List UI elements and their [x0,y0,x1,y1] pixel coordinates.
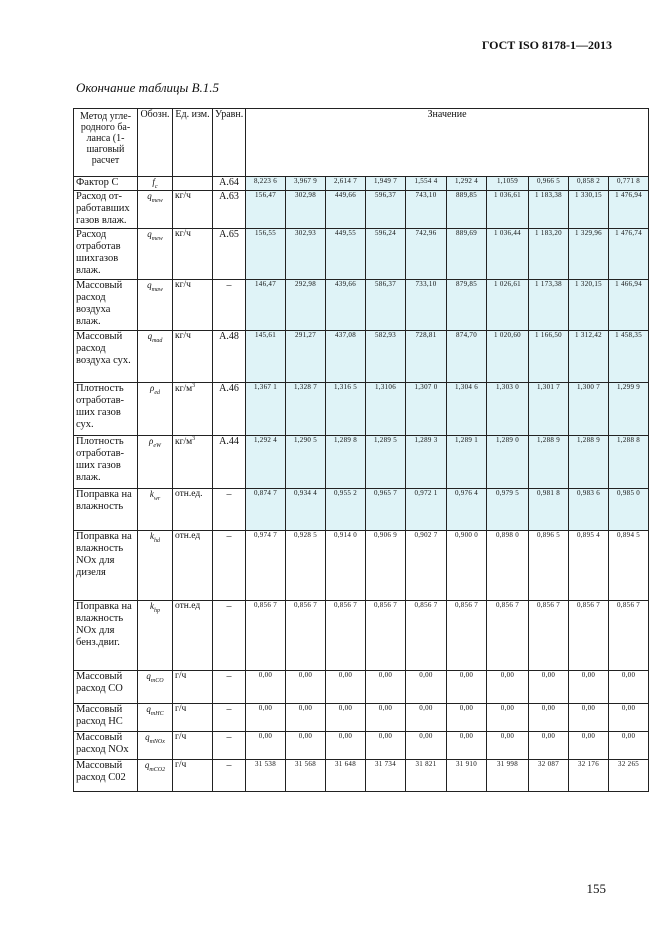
value-cell: 0,00 [609,732,649,760]
value-cell: 0,972 1 [406,489,447,531]
value-cell: 0,979 5 [487,489,529,531]
value-cell: 31 734 [366,760,406,792]
standard-header: ГОСТ ISO 8178-1—2013 [481,38,612,52]
row-equation: – [213,704,246,732]
table-row [74,383,649,436]
value-cell: 0,934 4 [286,489,326,531]
symbol-subscript: c [154,183,158,190]
row-unit [173,732,213,760]
symbol-subscript: hp [154,607,160,614]
symbol-subscript: mHC [150,710,164,717]
symbol-subscript: eW [153,442,161,449]
value-cell: 3,967 9 [286,177,326,191]
row-label: Поправка на влажность NOx для дизеля [74,531,138,601]
symbol-base: ρ [150,383,155,393]
value-cell: 1 312,42 [569,331,609,383]
value-cell: 0,928 5 [286,531,326,601]
row-equation: А.48 [213,331,246,383]
value-cell: 0,858 2 [569,177,609,191]
row-symbol [138,191,173,229]
value-cell: 437,08 [326,331,366,383]
row-symbol [138,489,173,531]
value-cell: 0,856 7 [286,601,326,671]
value-cell: 596,37 [366,191,406,229]
row-symbol [138,760,173,792]
row-unit [173,383,213,436]
symbol-base: q [147,280,152,290]
symbol-subscript: ed [154,389,160,396]
table-row [74,280,649,331]
symbol-subscript: mNOx [149,738,165,745]
value-cell: 1,328 7 [286,383,326,436]
column-header-method: Метод угле-родного ба-ланса (1-шаговый расчет [74,109,138,177]
table-row [74,601,649,671]
row-symbol [138,671,173,704]
value-cell: 0,896 5 [529,531,569,601]
value-cell: 0,00 [326,704,366,732]
symbol-subscript: mCO [150,677,164,684]
value-cell: 1,289 3 [406,436,447,489]
row-symbol [138,732,173,760]
value-cell: 0,00 [246,671,286,704]
value-cell: 0,974 7 [246,531,286,601]
value-cell: 0,856 7 [326,601,366,671]
value-cell: 742,96 [406,229,447,280]
row-equation: А.44 [213,436,246,489]
value-cell: 1,301 7 [529,383,569,436]
value-cell: 0,965 7 [366,489,406,531]
value-cell: 0,895 4 [569,531,609,601]
unit-text: кг/м [175,384,193,395]
value-cell: 0,902 7 [406,531,447,601]
value-cell: 0,976 4 [447,489,487,531]
value-cell: 1 026,61 [487,280,529,331]
value-cell: 1,303 0 [487,383,529,436]
value-cell: 0,955 2 [326,489,366,531]
value-cell: 0,771 8 [609,177,649,191]
value-cell: 586,37 [366,280,406,331]
unit-text: кг/ч [175,331,191,341]
value-cell: 1 020,60 [487,331,529,383]
value-cell: 31 568 [286,760,326,792]
value-cell: 0,00 [487,671,529,704]
value-cell: 1,316 5 [326,383,366,436]
unit-text: кг/ч [175,229,191,239]
value-cell: 0,856 7 [406,601,447,671]
row-unit [173,436,213,489]
value-cell: 1,367 1 [246,383,286,436]
value-cell: 1,300 7 [569,383,609,436]
row-symbol [138,331,173,383]
row-unit [173,704,213,732]
row-symbol [138,436,173,489]
row-equation: – [213,732,246,760]
unit-text: кг/ч [175,280,191,290]
column-header-unit: Ед. изм. [173,109,213,177]
value-cell: 0,00 [406,671,447,704]
row-unit [173,601,213,671]
table-row [74,331,649,383]
value-cell: 0,00 [406,704,447,732]
value-cell: 0,874 7 [246,489,286,531]
symbol-base: q [145,732,150,742]
value-cell: 0,00 [529,704,569,732]
symbol-subscript: mew [151,235,163,242]
table-row [74,671,649,704]
symbol-base: q [147,191,152,201]
value-cell: 1,289 8 [326,436,366,489]
value-cell: 146,47 [246,280,286,331]
row-symbol [138,280,173,331]
table-row [74,760,649,792]
value-cell: 31 821 [406,760,447,792]
unit-text: кг/м [175,437,193,448]
row-label: Массовый расход воздуха влаж. [74,280,138,331]
row-symbol [138,177,173,191]
table-row [74,489,649,531]
value-cell: 0,00 [366,671,406,704]
value-cell: 156,55 [246,229,286,280]
value-cell: 889,85 [447,191,487,229]
value-cell: 0,00 [609,671,649,704]
value-cell: 0,00 [286,671,326,704]
value-cell: 32 087 [529,760,569,792]
row-label: Расход отработав шихгазов влаж. [74,229,138,280]
row-symbol [138,229,173,280]
value-cell: 1,288 9 [569,436,609,489]
value-cell: 449,66 [326,191,366,229]
value-cell: 439,66 [326,280,366,331]
value-cell: 596,24 [366,229,406,280]
symbol-base: q [146,704,151,714]
value-cell: 1,290 5 [286,436,326,489]
row-equation: А.46 [213,383,246,436]
value-cell: 0,00 [286,732,326,760]
symbol-base: ρ [149,436,154,446]
unit-superscript: 3 [192,383,196,389]
row-unit [173,331,213,383]
value-cell: 1 183,20 [529,229,569,280]
value-cell: 0,00 [487,704,529,732]
value-cell: 0,00 [529,732,569,760]
row-equation: – [213,671,246,704]
value-cell: 0,00 [406,732,447,760]
row-label: Массовый расход воздуха сух. [74,331,138,383]
row-label: Расход от-работавших газов влаж. [74,191,138,229]
row-unit [173,229,213,280]
value-cell: 0,00 [447,671,487,704]
value-cell: 32 265 [609,760,649,792]
value-cell: 31 998 [487,760,529,792]
value-cell: 0,00 [326,671,366,704]
column-header-symbol: Обозн. [138,109,173,177]
value-cell: 1,288 8 [609,436,649,489]
symbol-base: q [146,671,151,681]
value-cell: 0,900 0 [447,531,487,601]
value-cell: 8,223 6 [246,177,286,191]
value-cell: 1 466,94 [609,280,649,331]
value-cell: 0,00 [529,671,569,704]
value-cell: 1 320,15 [569,280,609,331]
table-row [74,229,649,280]
table-header-row [74,109,649,177]
symbol-subscript: maw [151,286,163,293]
table-row [74,191,649,229]
value-cell: 1,554 4 [406,177,447,191]
value-cell: 1,307 0 [406,383,447,436]
unit-text: отн.ед. [175,489,203,499]
value-cell: 1,289 0 [487,436,529,489]
value-cell: 0,856 7 [569,601,609,671]
symbol-base: f [152,177,155,187]
value-cell: 1 329,96 [569,229,609,280]
row-label: Фактор С [74,177,138,191]
symbol-base: q [144,760,150,770]
value-cell: 879,85 [447,280,487,331]
value-cell: 0,00 [326,732,366,760]
value-cell: 0,856 7 [529,601,569,671]
symbol-base: q [147,229,152,239]
value-cell: 0,00 [569,704,609,732]
row-symbol [138,383,173,436]
row-equation: – [213,760,246,792]
value-cell: 1,289 5 [366,436,406,489]
value-cell: 733,10 [406,280,447,331]
value-cell: 1,304 6 [447,383,487,436]
value-cell: 0,00 [447,704,487,732]
row-equation: – [213,601,246,671]
row-label: Плотность отработав-ших газов влаж. [74,436,138,489]
symbol-base: k [149,489,154,499]
row-unit [173,280,213,331]
value-cell: 0,983 6 [569,489,609,531]
symbol-base: k [150,531,154,541]
unit-text: г/ч [175,732,187,742]
value-cell: 0,856 7 [246,601,286,671]
value-cell: 0,894 5 [609,531,649,601]
table-row [74,436,649,489]
row-equation: А.64 [213,177,246,191]
row-unit [173,760,213,792]
unit-text: г/ч [175,671,187,681]
value-cell: 1,289 1 [447,436,487,489]
value-cell: 1 036,44 [487,229,529,280]
symbol-subscript: mCO2 [149,766,166,773]
symbol-subscript: mew [151,197,163,204]
row-equation: – [213,489,246,531]
value-cell: 0,00 [487,732,529,760]
value-cell: 1 476,74 [609,229,649,280]
value-cell: 0,914 0 [326,531,366,601]
row-symbol [138,601,173,671]
table-row [74,177,649,191]
value-cell: 0,00 [366,704,406,732]
table-row [74,732,649,760]
value-cell: 0,856 7 [447,601,487,671]
value-cell: 1 166,50 [529,331,569,383]
value-cell: 31 648 [326,760,366,792]
row-label: Массовый расход NOx [74,732,138,760]
value-cell: 0,00 [569,732,609,760]
value-cell: 145,61 [246,331,286,383]
unit-text: г/ч [175,760,187,770]
value-cell: 291,27 [286,331,326,383]
row-symbol [138,531,173,601]
column-header-equation: Уравн. [213,109,246,177]
row-label: Поправка на влажность [74,489,138,531]
value-cell: 0,966 5 [529,177,569,191]
value-cell: 0,856 7 [609,601,649,671]
row-equation: А.65 [213,229,246,280]
column-header-value: Значение [246,109,649,177]
value-cell: 31 538 [246,760,286,792]
value-cell: 1 458,35 [609,331,649,383]
value-cell: 0,981 8 [529,489,569,531]
values-table [73,108,649,792]
value-cell: 1,292 4 [246,436,286,489]
value-cell: 0,856 7 [487,601,529,671]
value-cell: 0,00 [246,732,286,760]
value-cell: 0,00 [569,671,609,704]
row-unit [173,531,213,601]
row-label: Массовый расход HC [74,704,138,732]
unit-text: г/ч [175,704,187,714]
table-row [74,531,649,601]
symbol-base: k [150,601,154,611]
value-cell: 1 330,15 [569,191,609,229]
row-unit [173,489,213,531]
value-cell: 0,906 9 [366,531,406,601]
unit-text: отн.ед [175,601,201,611]
value-cell: 0,00 [366,732,406,760]
row-label: Массовый расход CO [74,671,138,704]
value-cell: 1,288 9 [529,436,569,489]
table-row [74,704,649,732]
value-cell: 2,614 7 [326,177,366,191]
value-cell: 1 183,38 [529,191,569,229]
row-equation: – [213,280,246,331]
value-cell: 1,949 7 [366,177,406,191]
value-cell: 449,55 [326,229,366,280]
row-label: Поправка на влажность NOx для бенз.двиг. [74,601,138,671]
value-cell: 292,98 [286,280,326,331]
value-cell: 0,00 [246,704,286,732]
value-cell: 728,81 [406,331,447,383]
value-cell: 0,985 0 [609,489,649,531]
value-cell: 0,00 [447,732,487,760]
value-cell: 743,10 [406,191,447,229]
row-symbol [138,704,173,732]
row-label: Плотность отработав-ших газов сух. [74,383,138,436]
value-cell: 32 176 [569,760,609,792]
value-cell: 874,70 [447,331,487,383]
symbol-subscript: wr [153,495,161,502]
row-equation: – [213,531,246,601]
page-number: 155 [586,881,606,896]
value-cell: 302,98 [286,191,326,229]
value-cell: 302,93 [286,229,326,280]
value-cell: 0,00 [286,704,326,732]
value-cell: 1,3106 [366,383,406,436]
value-cell: 1,1059 [487,177,529,191]
symbol-subscript: hd [154,537,160,544]
row-unit [173,191,213,229]
row-label: Массовый расход C02 [74,760,138,792]
row-unit [173,671,213,704]
value-cell: 0,898 0 [487,531,529,601]
unit-text: кг/ч [175,191,191,201]
value-cell: 1 036,61 [487,191,529,229]
value-cell: 0,00 [609,704,649,732]
value-cell: 1 173,38 [529,280,569,331]
symbol-base: q [147,331,153,341]
value-cell: 0,856 7 [366,601,406,671]
value-cell: 156,47 [246,191,286,229]
value-cell: 1 476,94 [609,191,649,229]
table-caption: Окончание таблицы В.1.5 [76,80,220,95]
row-unit [173,177,213,191]
value-cell: 31 910 [447,760,487,792]
value-cell: 889,69 [447,229,487,280]
unit-text: отн.ед [175,531,201,541]
row-equation: А.63 [213,191,246,229]
value-cell: 582,93 [366,331,406,383]
unit-superscript: 3 [192,436,196,442]
value-cell: 1,299 9 [609,383,649,436]
value-cell: 1,292 4 [447,177,487,191]
symbol-subscript: mad [152,337,163,344]
